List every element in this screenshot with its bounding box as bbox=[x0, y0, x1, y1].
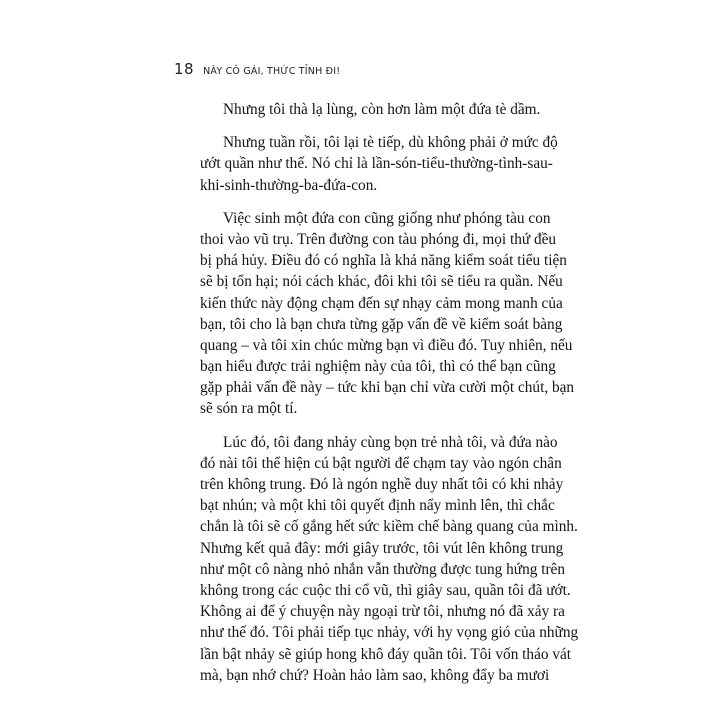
text-line: Không ai để ý chuyện này ngoại trừ tôi, nhưng nó đã xảy ra bbox=[200, 603, 565, 621]
text-line: chắn là tôi sẽ cố gắng hết sức kiềm chế bàng quang của mình. bbox=[200, 518, 578, 536]
text-line: như thế đó. Tôi phải tiếp tục nhảy, với hy vọng gió của những bbox=[200, 624, 579, 642]
text-line: Nhưng tôi thà lạ lùng, còn hơn làm một đứa tè dầm. bbox=[223, 101, 541, 118]
text-line: đó nài tôi thể hiện cú bật người để chạm tay vào ngón chân bbox=[200, 454, 562, 472]
text-line: mà, bạn nhớ chứ? Hoàn hảo làm sao, không đẩy ba mươi bbox=[200, 666, 550, 684]
text-line: sẽ bị tổn hại; nói cách khác, đôi khi tôi sẽ tiểu ra quần. Nếu bbox=[200, 273, 563, 291]
text-line: như một cô nàng nhỏ nhắn vẫn thường được tung hứng trên bbox=[200, 560, 565, 578]
text-line: Nhưng kết quả đây: mới giây trước, tôi vút lên không trung bbox=[200, 539, 564, 557]
text-line: ướt quần như thế. Nó chỉ là lần-són-tiểu-thường-tình-sau- bbox=[200, 155, 553, 173]
text-line: Nhưng tuần rồi, tôi lại tè tiếp, dù không phải ở mức độ bbox=[223, 134, 558, 152]
paragraph bbox=[200, 208, 575, 420]
text-line: kiến thức này động chạm đến sự nhạy cảm mong manh của bbox=[200, 294, 563, 312]
text-line: bạn hiểu được trải nghiệm này của tôi, thì có thể bạn cũng bbox=[200, 358, 556, 376]
text-line: khi-sinh-thường-ba-đứa-con. bbox=[200, 176, 378, 194]
text-line: trên không trung. Đó là ngón nghề duy nhất tôi có khi nhảy bbox=[200, 476, 564, 493]
text-line: bạn, tôi cho là bạn chưa từng gặp vấn đề về kiểm soát bàng bbox=[200, 315, 563, 333]
text-line: Việc sinh một đứa con cũng giống như phóng tàu con bbox=[223, 209, 551, 227]
text-line: Lúc đó, tôi đang nhảy cùng bọn trẻ nhà tôi, và đứa nào bbox=[223, 433, 558, 451]
book-title: NÀY CÔ GÁI, THỨC TỈNH ĐI! bbox=[203, 66, 341, 77]
running-head bbox=[174, 60, 340, 78]
paragraph bbox=[200, 99, 548, 120]
text-line: sẽ són ra một tí. bbox=[200, 400, 298, 418]
text-line: quang – và tôi xin chúc mừng bạn vì điều đó. Tuy nhiên, nếu bbox=[200, 336, 573, 354]
paragraph bbox=[200, 132, 558, 196]
text-line: gặp phải vấn đề này – tức khi bạn chỉ vừa cười một chút, bạn bbox=[200, 379, 575, 397]
text-line: thoi vào vũ trụ. Trên đường con tàu phóng đi, mọi thứ đều bbox=[200, 230, 557, 248]
text-line: lần bật nhảy sẽ giúp hong khô đáy quần tôi. Tôi vốn tháo vát bbox=[200, 645, 572, 663]
text-line: không trong các cuộc thi cổ vũ, thì giây sau, quần tôi đã ướt. bbox=[200, 581, 571, 599]
body-text bbox=[200, 99, 579, 698]
paragraph bbox=[200, 432, 579, 686]
page-number: 18 bbox=[174, 60, 195, 78]
text-line: bị phá hủy. Điều đó có nghĩa là khả năng kiểm soát tiểu tiện bbox=[200, 252, 567, 270]
text-line: bạt nhún; và một khi tôi quyết định nẩy mình lên, thì chắc bbox=[200, 497, 555, 515]
